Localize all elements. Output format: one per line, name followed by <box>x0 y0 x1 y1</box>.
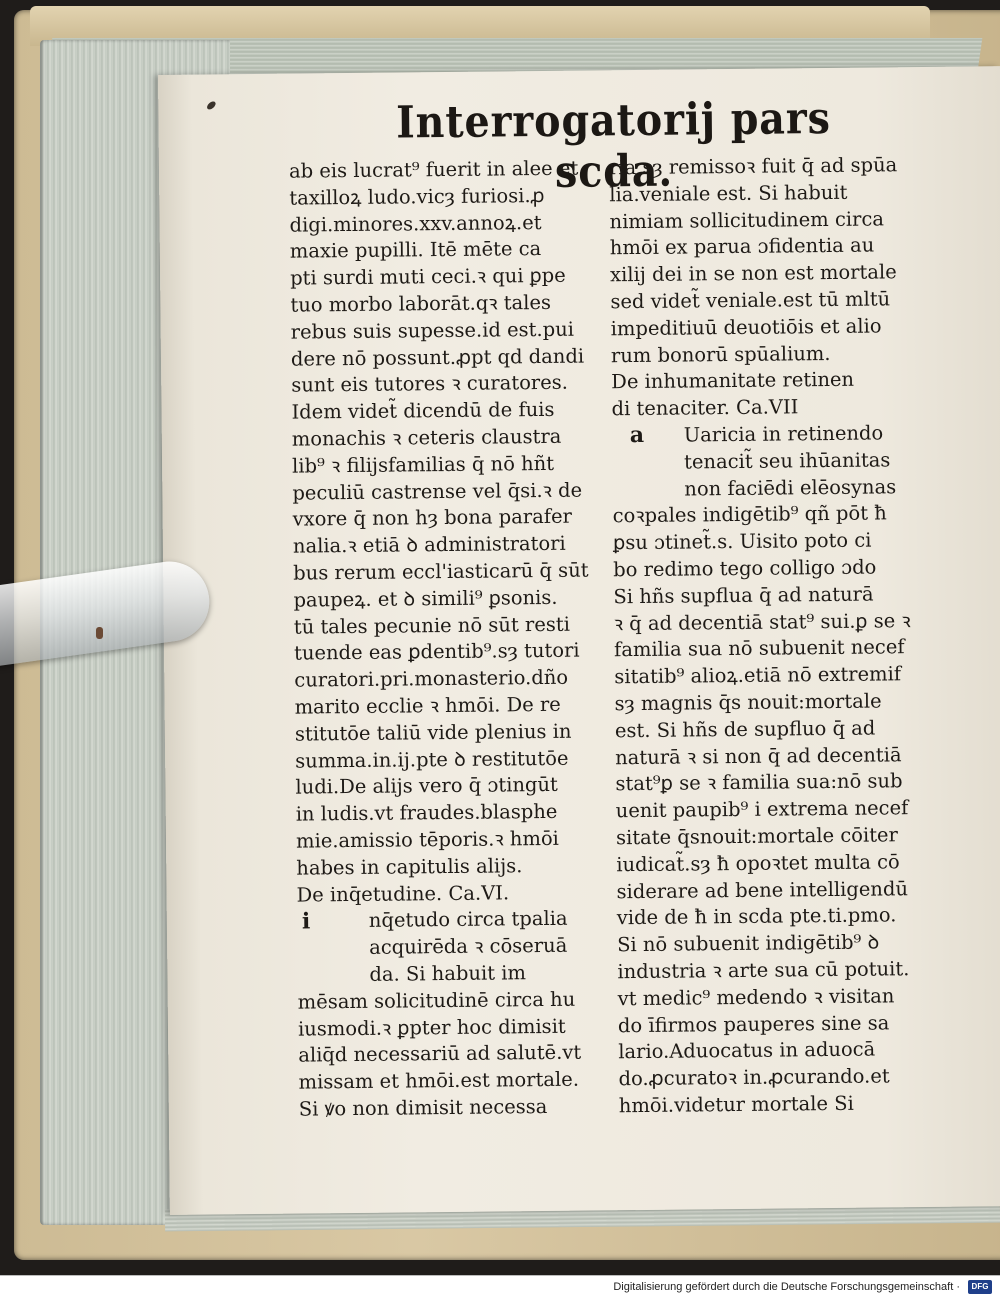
text-line: habes in capitulis alijs. <box>296 853 523 880</box>
text-line: sunt eis tutores ꝛ curatores. <box>291 371 569 397</box>
text-line: De inq̄etudine. Ca.VI. <box>296 880 510 907</box>
text-line: est. Si hñs de supfluo q̄ ad <box>614 716 876 742</box>
text-line: in ludis.vt fraudes.blasphe <box>295 799 558 826</box>
ink-mark <box>206 100 217 111</box>
text-line: uenit paupib⁹ i extrema necef <box>615 796 909 823</box>
text-line: Si ꝟo non dimisit necessa <box>298 1094 548 1121</box>
text-line: sed videt̃ veniale.est tū mltū <box>610 287 891 314</box>
text-line: naturā ꝛ si non q̄ ad decentiā <box>615 742 902 769</box>
right-text-column <box>609 152 919 1120</box>
text-line: ludi.De alijs vero q̄ ɔtingūt <box>295 773 558 799</box>
text-line: acquirēda ꝛ cōseruā <box>369 933 568 959</box>
text-line: lia.veniale est. Si habuit <box>609 180 848 207</box>
text-line: iudicat̃.sȝ ħ opoꝛtet multa cō <box>616 849 900 876</box>
book-page <box>158 66 1000 1215</box>
text-line: hmōi.videtur mortale Si <box>618 1091 854 1118</box>
text-line: taxilloꝝ ludo.vicȝ furiosi.ꝓ <box>289 183 545 210</box>
text-line: hmōi ex parua ɔfidentia au <box>609 233 875 260</box>
text-line: tū tales pecunie nō sūt resti <box>293 612 571 639</box>
text-line: da. Si habuit im <box>369 961 527 986</box>
text-line: xilij dei in se non est mortale <box>609 260 897 287</box>
funding-notice: Digitalisierung gefördert durch die Deutsche Forschungsgemeinschaft · <box>613 1280 960 1293</box>
text-line: digi.minores.xxv.annoꝝ.et <box>289 210 542 237</box>
text-line: rebus suis supesse.id est.pui <box>290 317 575 344</box>
text-line: aliq̄d necessariū ad salutē.vt <box>298 1040 582 1067</box>
text-line: nimiam sollicitudinem circa <box>609 207 885 233</box>
text-line: bo redimo tego colligo ɔdo <box>613 555 877 582</box>
text-line: di tenaciter. Ca.VII <box>611 395 799 421</box>
text-line: rum bonorū spūalium. <box>610 341 831 367</box>
footer-bar <box>0 1275 1000 1297</box>
text-line: stat⁹ꝑ se ꝛ familia sua:nō sub <box>615 769 903 796</box>
text-line: coꝛpales indigētib⁹ qñ pōt ħ <box>612 501 887 528</box>
text-line: familia sua nō subuenit necef <box>613 635 905 662</box>
text-line: vt medic⁹ medendo ꝛ visitan <box>617 984 895 1010</box>
text-line: non faciēdi elēosynas <box>684 474 897 501</box>
initial-letter-right: a <box>629 421 645 449</box>
text-line: Si hñs supflua q̄ ad naturā <box>613 582 874 609</box>
text-line: impeditiuū deuotiōis et alio <box>610 314 882 341</box>
initial-letter-left: i <box>301 908 311 935</box>
text-line: De inhumanitate retinen <box>611 368 855 394</box>
text-line: Idem videt̃ dicendū de fuis <box>291 398 555 424</box>
text-line: tuende eas ꝑdentib⁹.sȝ tutori <box>293 638 580 665</box>
text-line: lib⁹ ꝛ filijsfamilias q̄ nō hñt <box>291 451 555 478</box>
text-line: curatori.pri.monasterio.dño <box>294 665 569 692</box>
text-line: dere nō possunt.ꝓpt qd dandi <box>290 344 585 371</box>
text-line: do.ꝓcuratoꝛ in.ꝓcurando.et <box>618 1064 890 1091</box>
text-line: industria ꝛ arte sua cū potuit. <box>617 957 910 984</box>
text-line: ab eis lucrat⁹ fuerit in alee et <box>288 156 579 183</box>
text-line: vxore q̄ non hȝ bona parafer <box>292 505 572 531</box>
text-line: tuo morbo laborāt.qꝛ tales <box>290 290 552 317</box>
running-head: Interrogatorij pars scda. <box>395 92 832 198</box>
text-line: sitatib⁹ alioꝝ.etiā nō extremif <box>614 662 902 689</box>
text-line: marito ecclie ꝛ hmōi. De re <box>294 692 561 719</box>
text-line: maxie pupilli. Itē mēte ca <box>289 237 542 264</box>
text-line: ria sȝ remissoꝛ fuit q̄ ad spūa <box>608 153 898 180</box>
text-line: mie.amissio tēporis.ꝛ hmōi <box>295 826 559 853</box>
text-line: lario.Aduocatus in aduocā <box>618 1037 876 1064</box>
left-text-column <box>289 155 599 1123</box>
text-line: sȝ magnis q̄s nouit:mortale <box>614 689 882 716</box>
text-line: siderare ad bene intelligendū <box>616 876 909 903</box>
text-line: vide de ħ in scda pte.ti.pmo. <box>616 903 897 930</box>
text-line: stitutōe taliū vide plenius in <box>294 719 572 746</box>
text-line: summa.in.ij.pte ꝺ restitutōe <box>295 746 569 773</box>
text-line: pti surdi muti ceci.ꝛ qui ꝑpe <box>290 263 566 290</box>
text-line: iusmodi.ꝛ ꝑpter hoc dimisit <box>297 1014 566 1041</box>
text-line: mēsam solicitudinē circa hu <box>297 987 576 1014</box>
text-line: tenacit̃ seu ihūanitas <box>683 448 891 474</box>
text-line: peculiū castrense vel q̄si.ꝛ de <box>292 478 583 505</box>
page-holder-tip <box>96 627 103 639</box>
text-line: sitate q̄snouit:mortale cōiter <box>615 823 898 850</box>
text-line: do īfirmos pauperes sine sa <box>617 1010 890 1037</box>
text-line: nq̄etudo circa tpalia <box>368 907 568 933</box>
text-line: bus rerum eccl'iasticarū q̄ sūt <box>293 558 589 585</box>
text-line: ꝑsu ɔtinet̃.s. Uisito poto ci <box>612 528 872 555</box>
text-line: missam et hmōi.est mortale. <box>298 1067 580 1094</box>
dfg-logo-icon: DFG <box>968 1280 992 1294</box>
text-line: ꝛ q̄ ad decentiā stat⁹ sui.ꝑ se ꝛ <box>613 608 911 635</box>
text-line: nalia.ꝛ etiā ꝺ administratori <box>292 531 566 558</box>
text-line: paupeꝝ. et ꝺ simili⁹ ꝑsonis. <box>293 585 558 612</box>
text-line: Si nō subuenit indigētib⁹ ꝺ <box>617 930 880 957</box>
text-line: Uaricia in retinendo <box>683 421 884 447</box>
text-line: monachis ꝛ ceteris claustra <box>291 424 562 451</box>
